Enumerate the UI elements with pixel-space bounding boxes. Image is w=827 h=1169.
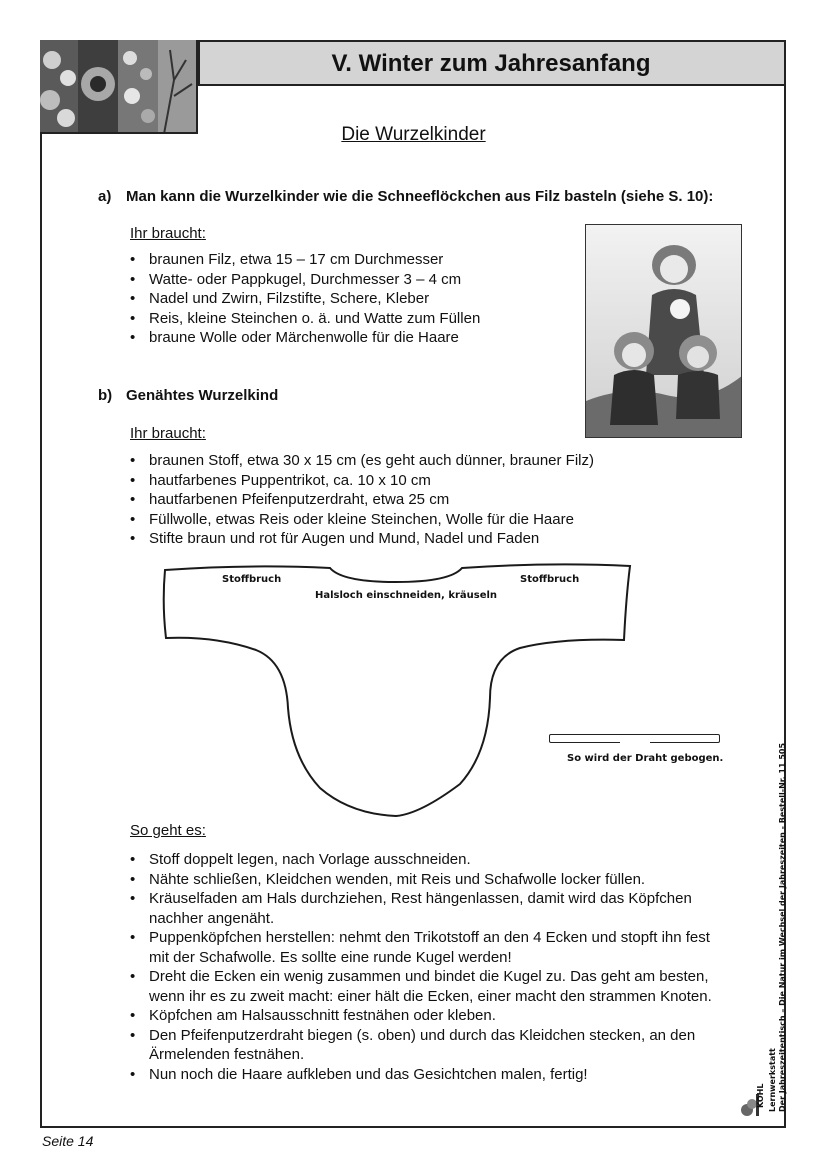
section-a-materials-list bbox=[130, 250, 570, 348]
wire-gap bbox=[620, 742, 650, 745]
subtitle: Die Wurzelkinder bbox=[341, 124, 486, 145]
list-item: • Stifte braun und rot für Augen und Mund, Nadel und Faden bbox=[130, 529, 670, 549]
section-b-heading bbox=[98, 387, 278, 404]
publisher-name: KOHL bbox=[756, 1083, 765, 1108]
list-item: • Nähte schließen, Kleidchen wenden, mit Reis und Schafwolle locker füllen. bbox=[130, 870, 730, 890]
dress-outline bbox=[164, 564, 630, 816]
list-item: • Watte- oder Pappkugel, Durchmesser 3 – 4 cm bbox=[130, 270, 570, 290]
instructions-label-text: So geht es bbox=[130, 822, 202, 839]
section-b-materials-list bbox=[130, 451, 670, 549]
section-b-heading-text: Genähtes Wurzelkind bbox=[126, 387, 279, 404]
section-a-letter: a) bbox=[98, 188, 112, 205]
list-item: • Reis, kleine Steinchen o. ä. und Watte zum Füllen bbox=[130, 309, 570, 329]
imprint-line-2: Der Jahreszeitentisch – Die Natur im Wechsel der Jahreszeiten - Bestell-Nr. 11 505 bbox=[778, 742, 787, 1112]
list-item: • Dreht die Ecken ein wenig zusammen und bindet die Kugel zu. Das geht am besten, wenn ihr es zu zweit macht: einer hält die Ecken, einer macht den strammen Knoten. bbox=[130, 967, 730, 1006]
section-a-heading bbox=[98, 188, 713, 205]
page-number: Seite 14 bbox=[42, 1133, 94, 1149]
list-item: • Nadel und Zwirn, Filzstifte, Schere, Kleber bbox=[130, 289, 570, 309]
fold-label-left: Stoffbruch bbox=[222, 574, 282, 585]
instructions-label bbox=[130, 822, 206, 839]
neck-note: Halsloch einschneiden, kräuseln bbox=[315, 590, 498, 601]
fold-label-right: Stoffbruch bbox=[520, 574, 580, 585]
materials-label-text: Ihr braucht bbox=[130, 225, 202, 242]
list-item: • hautfarbenes Puppentrikot, ca. 10 x 10 cm bbox=[130, 471, 670, 491]
instructions-list bbox=[130, 850, 730, 1084]
side-imprint bbox=[768, 642, 788, 1112]
list-item: • Köpfchen am Halsausschnitt festnähen oder kleben. bbox=[130, 1006, 730, 1026]
list-item: • braunen Stoff, etwa 30 x 15 cm (es geht auch dünner, brauner Filz) bbox=[130, 451, 670, 471]
materials-label-colon: : bbox=[201, 425, 206, 442]
section-a-heading-text: Man kann die Wurzelkinder wie die Schneeflöckchen aus Filz basteln (siehe S. 10): bbox=[126, 188, 714, 205]
list-item: • braune Wolle oder Märchenwolle für die Haare bbox=[130, 328, 570, 348]
materials-label-text: Ihr braucht bbox=[130, 425, 202, 442]
list-item: • Stoff doppelt legen, nach Vorlage ausschneiden. bbox=[130, 850, 730, 870]
list-item: • Füllwolle, etwas Reis oder kleine Steinchen, Wolle für die Haare bbox=[130, 510, 670, 530]
wurzelkinder-photo bbox=[585, 224, 742, 438]
list-item: • braunen Filz, etwa 15 – 17 cm Durchmesser bbox=[130, 250, 570, 270]
list-item: • Nun noch die Haare aufkleben und das Gesichtchen malen, fertig! bbox=[130, 1065, 730, 1085]
materials-label-colon: : bbox=[201, 225, 206, 242]
list-item: • Puppenköpfchen herstellen: nehmt den Trikotstoff an den 4 Ecken und stopft ihn fest mit der Schafwolle. Es sollte eine runde Kugel werden! bbox=[130, 928, 730, 967]
list-item: • Den Pfeifenputzerdraht biegen (s. oben) und durch das Kleidchen stecken, an den Ärmelenden festnähen. bbox=[130, 1026, 730, 1065]
section-b-letter: b) bbox=[98, 387, 113, 404]
wire-caption: So wird der Draht gebogen. bbox=[567, 753, 724, 764]
imprint-line-1: Lernwerkstatt bbox=[768, 1048, 777, 1112]
chapter-title: V. Winter zum Jahresanfang bbox=[331, 50, 651, 77]
list-item: • hautfarbenen Pfeifenputzerdraht, etwa 25 cm bbox=[130, 490, 670, 510]
instructions-label-colon: : bbox=[201, 822, 206, 839]
seasons-photo-strip bbox=[40, 40, 198, 134]
list-item: • Kräuselfaden am Hals durchziehen, Rest hängenlassen, damit wird das Köpfchen nachher angenäht. bbox=[130, 889, 730, 928]
section-b-materials-label bbox=[130, 425, 206, 442]
section-a-materials-label bbox=[130, 225, 206, 242]
